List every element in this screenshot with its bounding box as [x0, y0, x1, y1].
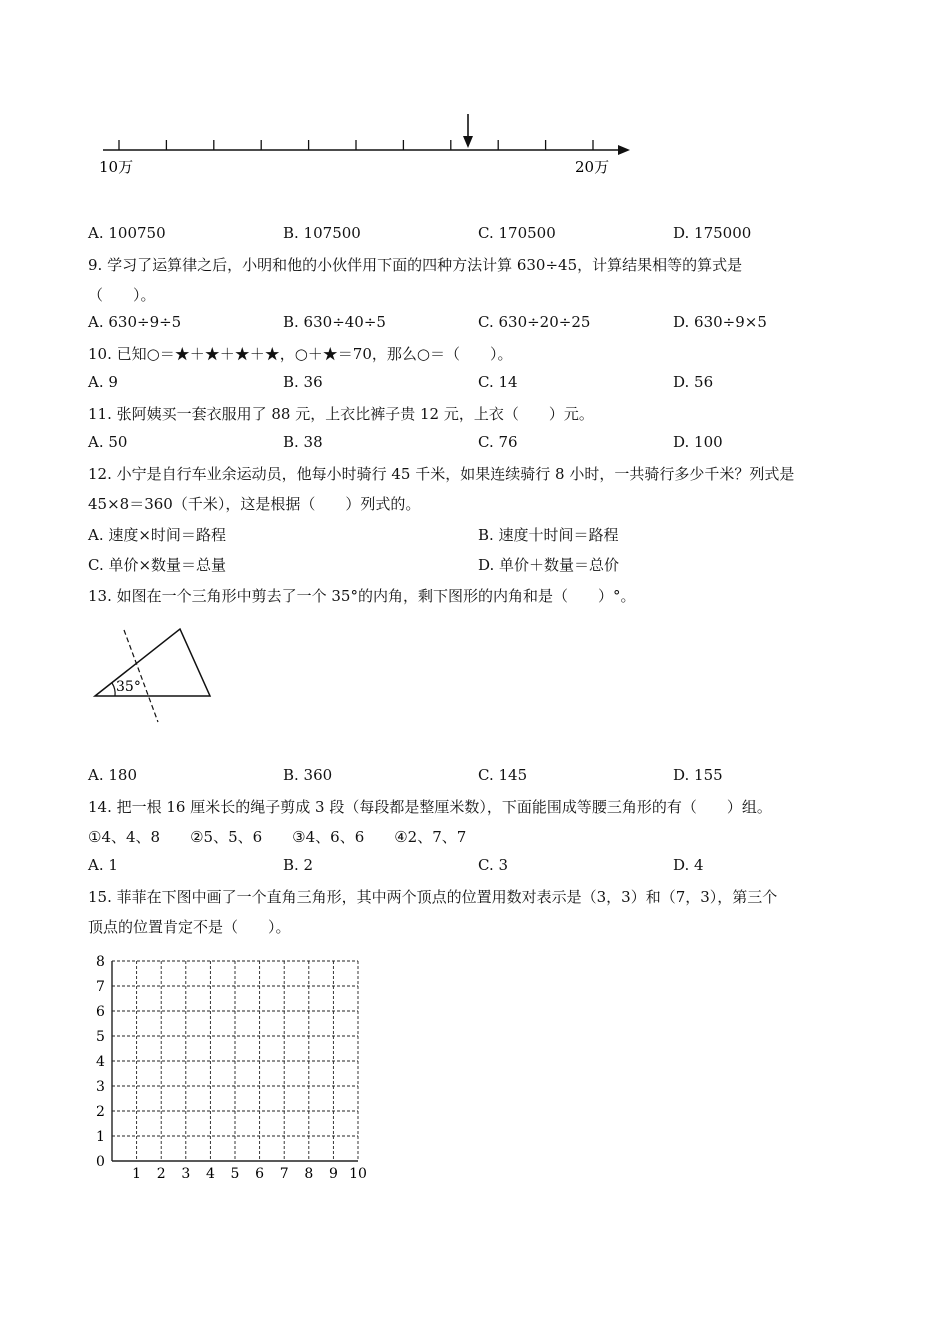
- q13-stem: 13. 如图在一个三角形中剪去了一个 35°的内角，剩下图形的内角和是（ ）°。: [88, 587, 636, 605]
- coordinate-grid-figure: [88, 950, 378, 1182]
- q14-option-d[interactable]: D. 4: [673, 856, 704, 874]
- q11-stem: 11. 张阿姨买一套衣服用了 88 元，上衣比裤子贵 12 元，上衣（ ）元。: [88, 405, 594, 423]
- q9-option-b[interactable]: B. 630÷40÷5: [283, 313, 386, 331]
- grid-x-tick-label: 2: [156, 1166, 166, 1182]
- q8-option-d[interactable]: D. 175000: [673, 224, 752, 242]
- q8-option-a[interactable]: A. 100750: [88, 224, 166, 242]
- q13-option-b[interactable]: B. 360: [283, 766, 333, 784]
- cut-dashed-line: [124, 630, 158, 722]
- grid-y-tick-label: 3: [96, 1079, 105, 1095]
- grid-y-tick-label: 0: [96, 1154, 105, 1170]
- q9-options: [88, 313, 868, 331]
- q11-option-c[interactable]: C. 76: [478, 433, 518, 451]
- q11-option-a[interactable]: A. 50: [88, 433, 128, 451]
- q8-option-b[interactable]: B. 107500: [283, 224, 361, 242]
- grid-x-tick-label: 4: [205, 1166, 215, 1182]
- q15-stem-line1: 15. 菲菲在下图中画了一个直角三角形，其中两个顶点的位置用数对表示是（3，3）和（7，3），第三个: [88, 888, 778, 906]
- number-line-left-label: 10万: [99, 158, 134, 176]
- triangle-figure: [88, 622, 223, 727]
- q10-options: [88, 373, 868, 391]
- grid-x-tick-label: 5: [230, 1166, 240, 1182]
- q12-option-c[interactable]: C. 单价×数量＝总量: [88, 556, 227, 574]
- grid-y-tick-label: 1: [96, 1129, 105, 1145]
- angle-arc: [112, 683, 115, 696]
- grid-y-tick-label: 6: [96, 1004, 105, 1020]
- q9-option-d[interactable]: D. 630÷9×5: [673, 313, 767, 331]
- q13-option-a[interactable]: A. 180: [88, 766, 137, 784]
- grid-x-tick-label: 6: [255, 1166, 265, 1182]
- grid-x-tick-label: 8: [304, 1166, 314, 1182]
- q12-option-b[interactable]: B. 速度十时间＝路程: [478, 526, 619, 544]
- grid-x-tick-label: 3: [181, 1166, 191, 1182]
- angle-label: 35°: [116, 679, 141, 695]
- q14-option-c[interactable]: C. 3: [478, 856, 509, 874]
- q9-option-a[interactable]: A. 630÷9÷5: [88, 313, 182, 331]
- grid-y-tick-label: 5: [96, 1029, 105, 1045]
- triangle-shape: [95, 629, 210, 696]
- q9-option-c[interactable]: C. 630÷20÷25: [478, 313, 591, 331]
- grid-y-tick-label: 7: [96, 979, 105, 995]
- grid-x-tick-label: 10: [349, 1166, 367, 1182]
- q13-option-d[interactable]: D. 155: [673, 766, 723, 784]
- q10-option-d[interactable]: D. 56: [673, 373, 714, 391]
- q10-option-c[interactable]: C. 14: [478, 373, 518, 391]
- grid-x-tick-label: 1: [132, 1166, 142, 1182]
- q14-groups: ①4、4、8 ②5、5、6 ③4、6、6 ④2、7、7: [88, 828, 467, 846]
- grid-y-tick-label: 2: [96, 1104, 105, 1120]
- q12-stem-line1: 12. 小宁是自行车业余运动员，他每小时骑行 45 千米，如果连续骑行 8 小时，一共骑行多少千米？列式是: [88, 465, 795, 483]
- q12-options-row2: [88, 554, 868, 575]
- pointer-arrow-head: [463, 136, 473, 148]
- q12-stem-line2: 45×8＝360（千米），这是根据（ ）列式的。: [88, 495, 421, 513]
- number-line-figure: [95, 108, 640, 183]
- q12-options-row1: [88, 524, 868, 545]
- q14-option-b[interactable]: B. 2: [283, 856, 314, 874]
- q14-options: [88, 856, 868, 874]
- q13-option-c[interactable]: C. 145: [478, 766, 528, 784]
- number-line-right-label: 20万: [575, 158, 610, 176]
- grid-y-tick-label: 8: [96, 954, 105, 970]
- q15-stem-line2: 顶点的位置肯定不是（ ）。: [88, 918, 291, 936]
- q10-stem: 10. 已知○＝★＋★＋★＋★，○＋★＝70，那么○＝（ ）。: [88, 345, 513, 363]
- q11-options: [88, 433, 868, 451]
- q9-stem-line2: （ ）。: [88, 286, 156, 304]
- q14-option-a[interactable]: A. 1: [88, 856, 118, 874]
- grid-x-labels: [132, 1166, 367, 1182]
- grid-y-tick-label: 4: [96, 1054, 105, 1070]
- number-line-ticks: [119, 140, 593, 150]
- grid-x-tick-label: 7: [279, 1166, 289, 1182]
- grid-y-labels: [96, 954, 105, 1170]
- q10-option-a[interactable]: A. 9: [88, 373, 118, 391]
- q12-option-d[interactable]: D. 单价＋数量＝总价: [478, 556, 620, 574]
- q11-option-b[interactable]: B. 38: [283, 433, 323, 451]
- q8-option-c[interactable]: C. 170500: [478, 224, 556, 242]
- number-line-arrowhead: [618, 145, 630, 155]
- q9-stem-line1: 9. 学习了运算律之后，小明和他的小伙伴用下面的四种方法计算 630÷45，计算结果相等的算式是: [88, 256, 743, 274]
- q13-options: [88, 766, 868, 784]
- q8-options: [88, 224, 868, 242]
- q11-option-d[interactable]: D. 100: [673, 433, 723, 451]
- q14-stem: 14. 把一根 16 厘米长的绳子剪成 3 段（每段都是整厘米数），下面能围成等腰三角形的有（ ）组。: [88, 798, 772, 816]
- q12-option-a[interactable]: A. 速度×时间＝路程: [88, 526, 226, 544]
- grid-x-tick-label: 9: [328, 1166, 338, 1182]
- q10-option-b[interactable]: B. 36: [283, 373, 323, 391]
- grid-lines: [112, 961, 358, 1161]
